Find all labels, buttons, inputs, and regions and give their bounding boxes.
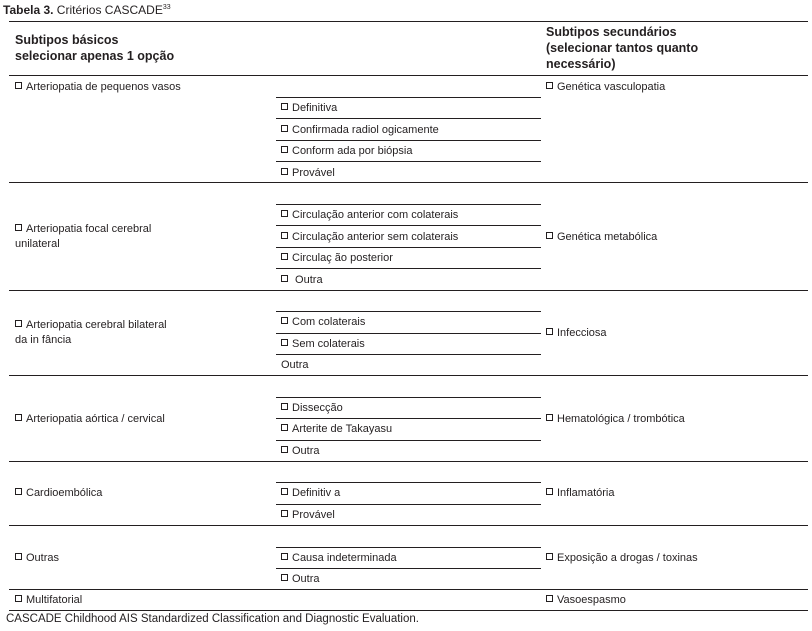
option: Causa indeterminada: [281, 551, 397, 565]
checkbox-icon[interactable]: [15, 320, 22, 327]
table-footnote: CASCADE Childhood AIS Standardized Classification and Diagnostic Evaluation.: [6, 613, 419, 625]
checkbox-icon[interactable]: [281, 574, 288, 581]
checkbox-icon[interactable]: [546, 414, 553, 421]
checkbox-icon[interactable]: [281, 125, 288, 132]
option: Definitiv a: [281, 486, 340, 500]
basic-subtype: Arteriopatia cerebral bilateral da in fância: [15, 319, 167, 346]
option: Conform ada por biópsia: [281, 144, 412, 158]
checkbox-icon[interactable]: [15, 488, 22, 495]
basic-subtypes-header: Subtipos básicos selecionar apenas 1 opção: [15, 33, 175, 63]
checkbox-icon[interactable]: [281, 168, 288, 175]
secondary-subtype: Infecciosa: [546, 326, 607, 340]
checkbox-icon[interactable]: [546, 553, 553, 560]
checkbox-icon[interactable]: [546, 82, 553, 89]
checkbox-icon[interactable]: [15, 595, 22, 602]
checkbox-icon[interactable]: [281, 103, 288, 110]
option: Provável: [281, 508, 335, 522]
secondary-subtype: Genética metabólica: [546, 230, 657, 244]
table-caption: [3, 3, 171, 17]
option: Circulaç ão posterior: [281, 251, 393, 265]
option: Outra: [281, 273, 323, 287]
checkbox-icon[interactable]: [281, 232, 288, 239]
option: Sem colaterais: [281, 337, 365, 351]
checkbox-icon[interactable]: [281, 339, 288, 346]
basic-subtype: Cardioembólica: [15, 486, 102, 500]
option: Com colaterais: [281, 315, 365, 329]
secondary-subtypes-header: Subtipos secundários (selecionar tantos quanto necessário): [546, 25, 699, 71]
option: Circulação anterior com colaterais: [281, 208, 458, 222]
basic-subtype: Multifatorial: [15, 593, 82, 607]
checkbox-icon[interactable]: [15, 414, 22, 421]
basic-subtype: Outras: [15, 551, 59, 565]
checkbox-icon[interactable]: [281, 510, 288, 517]
secondary-subtype: Exposição a drogas / toxinas: [546, 551, 698, 565]
checkbox-icon[interactable]: [281, 253, 288, 260]
checkbox-icon[interactable]: [546, 328, 553, 335]
checkbox-icon[interactable]: [15, 82, 22, 89]
basic-subtype: Arteriopatia de pequenos vasos: [15, 80, 181, 94]
checkbox-icon[interactable]: [281, 146, 288, 153]
secondary-subtype: Genética vasculopatia: [546, 80, 665, 94]
checkbox-icon[interactable]: [281, 488, 288, 495]
caption-label: Tabela 3.: [3, 3, 54, 17]
checkbox-icon[interactable]: [281, 403, 288, 410]
checkbox-icon[interactable]: [281, 424, 288, 431]
checkbox-icon[interactable]: [281, 275, 288, 282]
option: Provável: [281, 166, 335, 180]
checkbox-icon[interactable]: [546, 232, 553, 239]
option: Circulação anterior sem colaterais: [281, 230, 458, 244]
table-top-border: [9, 21, 808, 22]
option: Confirmada radiol ogicamente: [281, 123, 439, 137]
row-divider: [9, 375, 808, 376]
table-bottom-border: [9, 610, 808, 611]
option: Dissecção: [281, 401, 343, 415]
option: Outra: [281, 444, 320, 458]
option: Definitiva: [281, 101, 337, 115]
basic-subtype: Arteriopatia aórtica / cervical: [15, 412, 165, 426]
checkbox-icon[interactable]: [15, 224, 22, 231]
row-divider: [9, 182, 808, 183]
option: Outra: [281, 572, 320, 586]
header-bottom-border: [9, 75, 808, 76]
option: Arterite de Takayasu: [281, 422, 392, 436]
secondary-subtype: Hematológica / trombótica: [546, 412, 685, 426]
option: Outra: [281, 359, 309, 371]
secondary-subtype: Inflamatória: [546, 486, 614, 500]
row-divider: [9, 525, 808, 526]
checkbox-icon[interactable]: [15, 553, 22, 560]
row-divider: [9, 290, 808, 291]
secondary-subtype: Vasoespasmo: [546, 593, 626, 607]
checkbox-icon[interactable]: [281, 210, 288, 217]
caption-text: Critérios CASCADE: [53, 3, 163, 17]
checkbox-icon[interactable]: [281, 553, 288, 560]
row-divider: [9, 461, 808, 462]
checkbox-icon[interactable]: [546, 488, 553, 495]
row-divider: [9, 589, 808, 590]
checkbox-icon[interactable]: [546, 595, 553, 602]
basic-subtype: Arteriopatia focal cerebral unilateral: [15, 223, 152, 250]
checkbox-icon[interactable]: [281, 446, 288, 453]
checkbox-icon[interactable]: [281, 317, 288, 324]
caption-reference: 33: [162, 4, 171, 11]
